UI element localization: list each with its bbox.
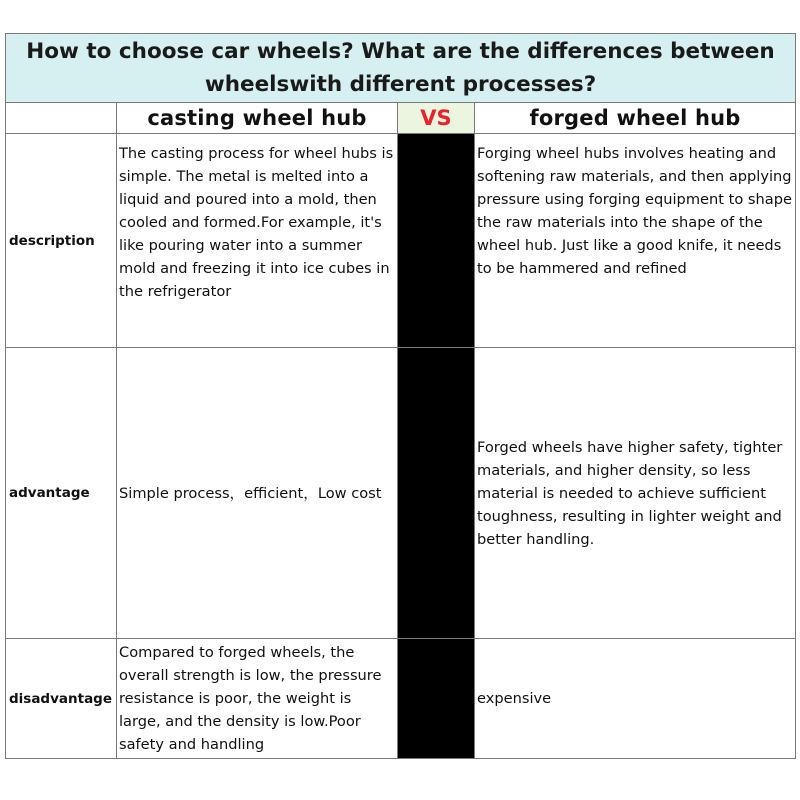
row-advantage (6, 348, 796, 639)
forged-disadvantage: expensive (475, 639, 796, 759)
divider-bar (398, 134, 475, 348)
header-empty-cell (6, 103, 117, 134)
row-label-description: description (6, 134, 117, 348)
header-vs-cell (398, 103, 475, 134)
divider-bar (398, 639, 475, 759)
row-description (6, 134, 796, 348)
casting-description: The casting process for wheel hubs is simple. The metal is melted into a liquid and poured into a mold, then cooled and formed.For example, it's like pouring water into a summer mold and freezing it into ice cubes in the refrigerator (117, 134, 398, 348)
row-label-advantage: advantage (6, 348, 117, 639)
header-casting: casting wheel hub (117, 103, 398, 134)
comparison-table (5, 33, 796, 759)
row-disadvantage (6, 639, 796, 759)
title-row (6, 34, 796, 103)
casting-advantage: Simple process，efficient，Low cost (117, 348, 398, 639)
casting-disadvantage: Compared to forged wheels, the overall strength is low, the pressure resistance is poor, the weight is large, and the density is low.Poor safety and handling (117, 639, 398, 759)
divider-bar (398, 348, 475, 639)
vs-label: VS (420, 106, 452, 130)
forged-description: Forging wheel hubs involves heating and softening raw materials, and then applying pressure using forging equipment to shape the raw materials into the shape of the wheel hub. Just like a good knife, it needs to be hammered and refined (475, 134, 796, 348)
row-label-disadvantage: disadvantage (6, 639, 117, 759)
forged-advantage: Forged wheels have higher safety, tighter materials, and higher density, so less material is needed to achieve sufficient toughness, resulting in lighter weight and better handling. (475, 348, 796, 639)
header-forged: forged wheel hub (475, 103, 796, 134)
page-title: How to choose car wheels? What are the differences between wheelswith different processes? (6, 34, 796, 103)
header-row (6, 103, 796, 134)
